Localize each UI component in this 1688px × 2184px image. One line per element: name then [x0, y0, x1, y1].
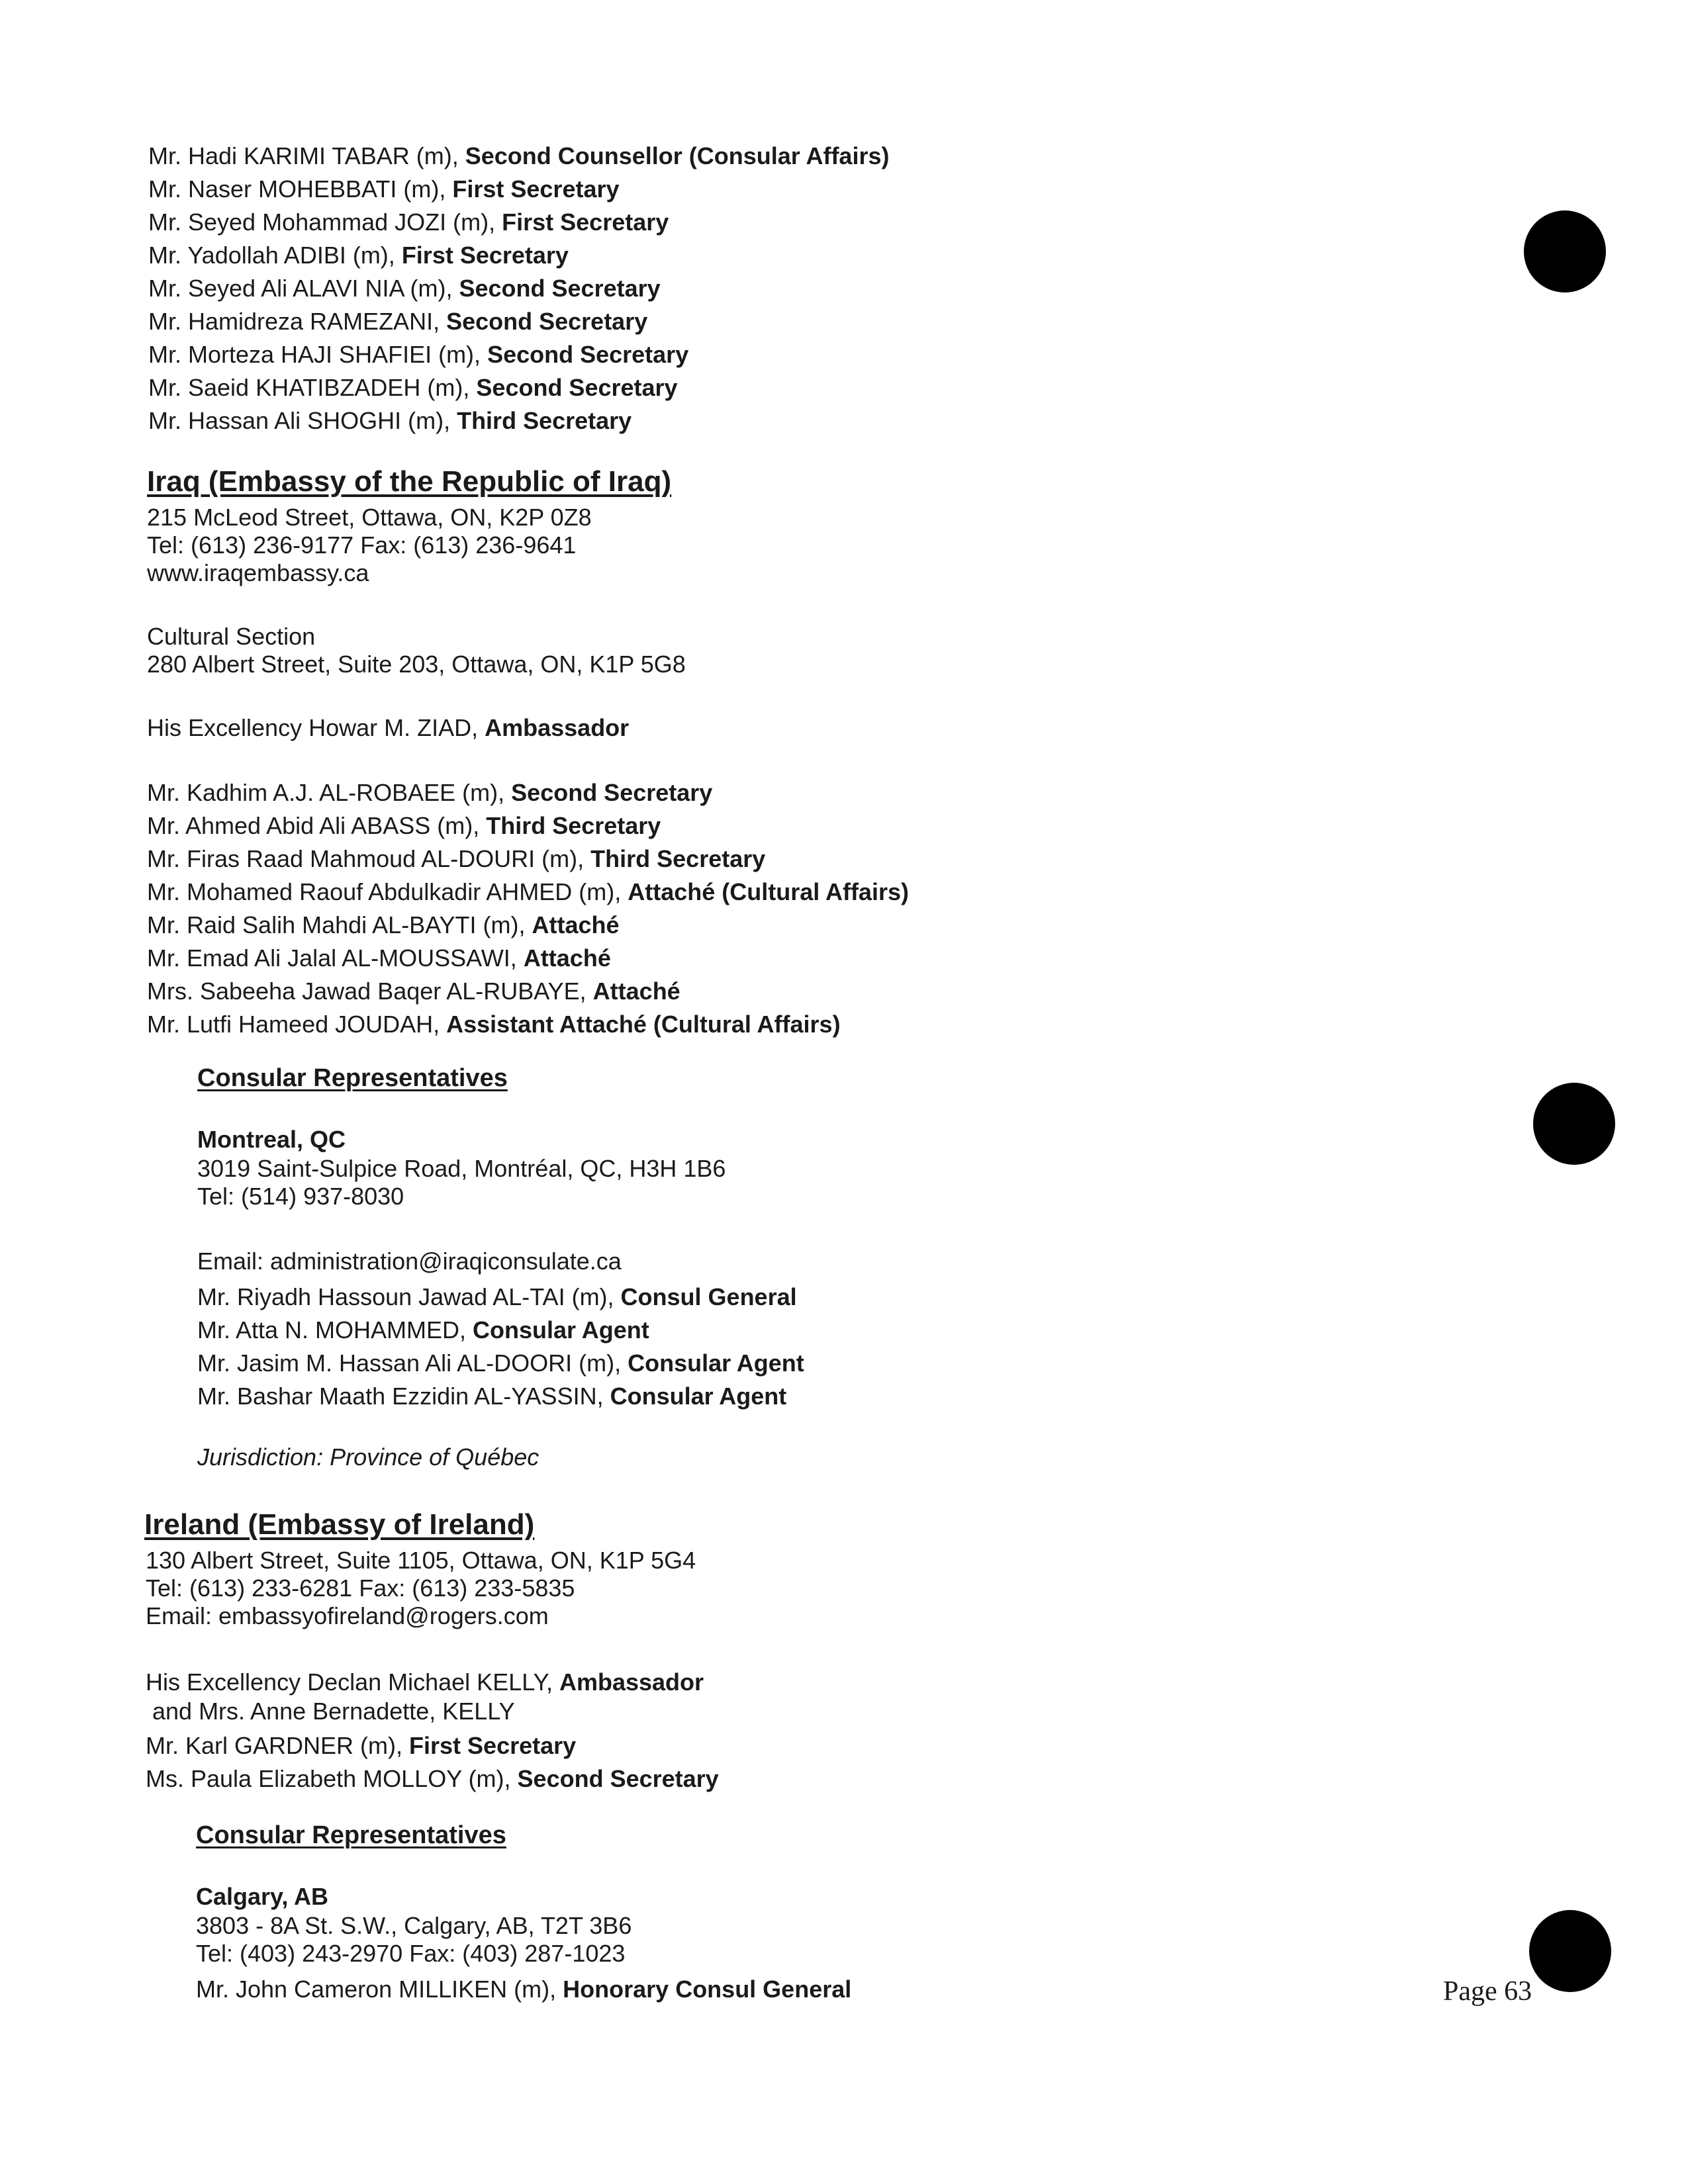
staff-line: Mr. Kadhim A.J. AL-ROBAEE (m), Second Secretary [147, 779, 713, 806]
staff-line: Mr. Morteza HAJI SHAFIEI (m), Second Secretary [148, 341, 689, 368]
ireland-heading: Ireland (Embassy of Ireland) [144, 1508, 535, 1541]
staff-line: Mr. Hadi KARIMI TABAR (m), Second Counsellor (Consular Affairs) [148, 142, 890, 169]
staff-line: Mr. Lutfi Hameed JOUDAH, Assistant Attaché (Cultural Affairs) [147, 1011, 841, 1038]
binder-hole-top [1524, 210, 1606, 293]
iraq-consulate-city: Montreal, QC [197, 1126, 346, 1153]
ireland-consulate-city: Calgary, AB [196, 1883, 329, 1910]
iraq-cultural-address: 280 Albert Street, Suite 203, Ottawa, ON, K1P 5G8 [147, 651, 686, 678]
staff-line: Mr. Jasim M. Hassan Ali AL-DOORI (m), Consular Agent [197, 1349, 804, 1377]
staff-line: Mr. John Cameron MILLIKEN (m), Honorary Consul General [196, 1976, 852, 2003]
iraq-consular-heading: Consular Representatives [197, 1064, 508, 1092]
ireland-consulate-address: 3803 - 8A St. S.W., Calgary, AB, T2T 3B6 [196, 1912, 632, 1939]
iraq-consulate-address: 3019 Saint-Sulpice Road, Montréal, QC, H3H 1B6 [197, 1155, 726, 1182]
staff-line: Mr. Ahmed Abid Ali ABASS (m), Third Secretary [147, 812, 661, 839]
staff-line: Mr. Saeid KHATIBZADEH (m), Second Secretary [148, 374, 678, 401]
staff-line: Mr. Firas Raad Mahmoud AL-DOURI (m), Third Secretary [147, 845, 766, 872]
ireland-phone: Tel: (613) 233-6281 Fax: (613) 233-5835 [146, 1574, 575, 1602]
iraq-consulate-phone: Tel: (514) 937-8030 [197, 1183, 404, 1210]
iraq-website: www.iraqembassy.ca [147, 559, 369, 586]
staff-line: Ms. Paula Elizabeth MOLLOY (m), Second Secretary [146, 1765, 719, 1792]
ireland-consulate-phone: Tel: (403) 243-2970 Fax: (403) 287-1023 [196, 1940, 626, 1967]
iraq-address: 215 McLeod Street, Ottawa, ON, K2P 0Z8 [147, 504, 592, 531]
staff-line: Mr. Yadollah ADIBI (m), First Secretary [148, 242, 569, 269]
staff-line: Mr. Atta N. MOHAMMED, Consular Agent [197, 1316, 649, 1343]
ireland-consular-heading: Consular Representatives [196, 1821, 506, 1849]
binder-hole-bottom [1529, 1910, 1611, 1992]
iraq-consulate-email: Email: administration@iraqiconsulate.ca [197, 1248, 622, 1275]
staff-line: Mr. Hassan Ali SHOGHI (m), Third Secretary [148, 407, 632, 434]
ireland-ambassador: His Excellency Declan Michael KELLY, Ambassador [146, 1668, 704, 1696]
staff-line: Mr. Emad Ali Jalal AL-MOUSSAWI, Attaché [147, 944, 611, 972]
staff-line: Mr. Naser MOHEBBATI (m), First Secretary [148, 175, 620, 203]
staff-line: Mrs. Sabeeha Jawad Baqer AL-RUBAYE, Attaché [147, 978, 680, 1005]
ireland-spouse: and Mrs. Anne Bernadette, KELLY [152, 1698, 515, 1725]
staff-line: Mr. Karl GARDNER (m), First Secretary [146, 1732, 577, 1759]
ireland-address: 130 Albert Street, Suite 1105, Ottawa, ON, K1P 5G4 [146, 1547, 696, 1574]
staff-line: Mr. Mohamed Raouf Abdulkadir AHMED (m), Attaché (Cultural Affairs) [147, 878, 909, 905]
ireland-email: Email: embassyofireland@rogers.com [146, 1602, 549, 1629]
staff-line: Mr. Seyed Ali ALAVI NIA (m), Second Secretary [148, 275, 661, 302]
iraq-cultural-label: Cultural Section [147, 623, 316, 650]
iraq-heading: Iraq (Embassy of the Republic of Iraq) [147, 465, 672, 498]
iraq-ambassador: His Excellency Howar M. ZIAD, Ambassador [147, 714, 630, 741]
page-number: Page 63 [1443, 1976, 1532, 2007]
iraq-phone: Tel: (613) 236-9177 Fax: (613) 236-9641 [147, 531, 577, 559]
staff-line: Mr. Bashar Maath Ezzidin AL-YASSIN, Consular Agent [197, 1383, 787, 1410]
staff-line: Mr. Raid Salih Mahdi AL-BAYTI (m), Attaché [147, 911, 620, 938]
staff-line: Mr. Hamidreza RAMEZANI, Second Secretary [148, 308, 648, 335]
staff-line: Mr. Riyadh Hassoun Jawad AL-TAI (m), Consul General [197, 1283, 797, 1310]
binder-hole-middle [1533, 1083, 1615, 1165]
iraq-jurisdiction: Jurisdiction: Province of Québec [197, 1443, 539, 1471]
staff-line: Mr. Seyed Mohammad JOZI (m), First Secretary [148, 208, 669, 236]
